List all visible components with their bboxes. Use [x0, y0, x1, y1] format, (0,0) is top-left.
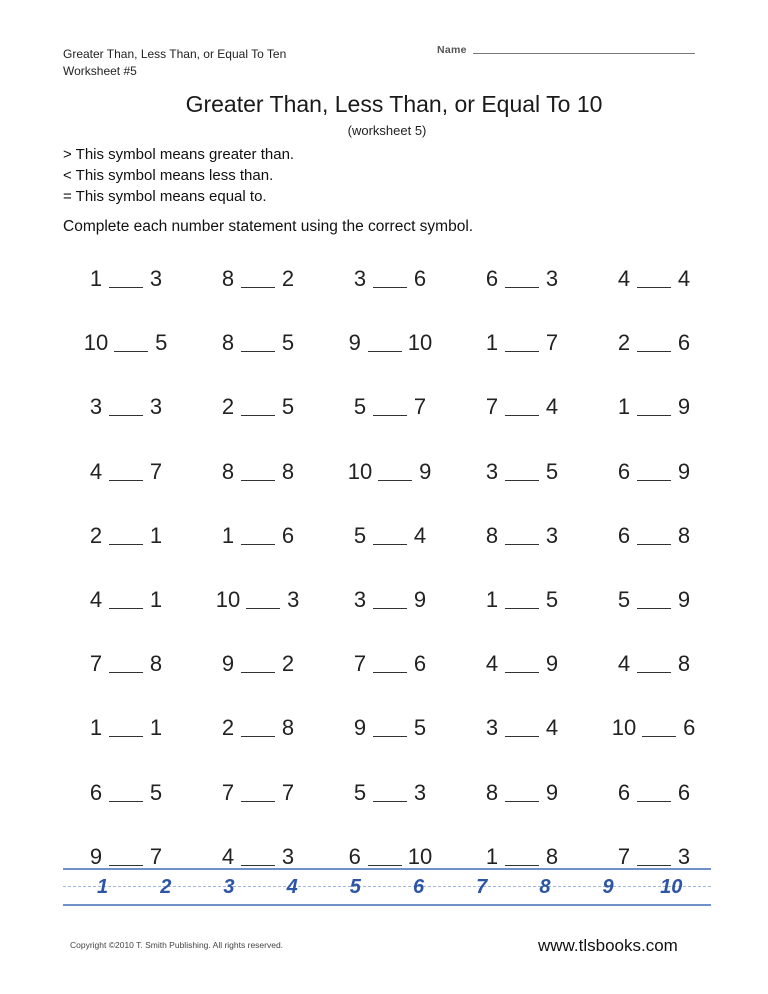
answer-blank[interactable]	[109, 671, 143, 673]
answer-blank[interactable]	[373, 286, 407, 288]
page-subtitle: (worksheet 5)	[347, 123, 427, 138]
problem-row	[60, 568, 720, 632]
strip-number: 9	[602, 875, 614, 898]
right-number: 8	[281, 458, 295, 484]
right-number: 7	[281, 779, 295, 805]
answer-blank[interactable]	[241, 414, 275, 416]
website-url: www.tlsbooks.com	[538, 936, 678, 955]
left-number: 7	[89, 651, 103, 677]
right-number: 8	[677, 651, 691, 677]
right-number: 4	[545, 715, 559, 741]
number-statement	[324, 780, 456, 806]
number-statement	[456, 330, 588, 356]
strip-number: 2	[160, 875, 172, 898]
right-number: 1	[149, 522, 163, 548]
number-statement	[192, 844, 324, 870]
answer-blank[interactable]	[505, 800, 539, 802]
right-number: 3	[545, 522, 559, 548]
left-number: 6	[485, 266, 499, 292]
right-number: 8	[281, 715, 295, 741]
header-title: Greater Than, Less Than, or Equal To Ten	[63, 47, 287, 61]
right-number: 9	[677, 394, 691, 420]
symbol-legend	[63, 144, 294, 207]
number-statement	[588, 715, 720, 741]
right-number: 4	[545, 394, 559, 420]
answer-blank[interactable]	[505, 543, 539, 545]
problem-row	[60, 632, 720, 696]
left-number: 5	[353, 522, 367, 548]
right-number: 7	[545, 330, 559, 356]
number-statement	[324, 651, 456, 677]
left-number: 9	[348, 330, 361, 356]
right-number: 4	[677, 266, 691, 292]
number-strip	[63, 868, 711, 906]
left-number: 2	[89, 522, 103, 548]
answer-blank[interactable]	[109, 543, 143, 545]
number-statement	[60, 394, 192, 420]
strip-number: 4	[286, 875, 298, 898]
right-number: 3	[545, 266, 559, 292]
answer-blank[interactable]	[373, 414, 407, 416]
answer-blank[interactable]	[373, 735, 407, 737]
right-number: 9	[545, 651, 559, 677]
symbol-less-than: < This symbol means less than.	[63, 167, 274, 184]
answer-blank[interactable]	[241, 286, 275, 288]
left-number: 7	[485, 394, 499, 420]
number-statement	[60, 780, 192, 806]
number-statement	[456, 523, 588, 549]
number-statement	[588, 651, 720, 677]
left-number: 9	[221, 651, 235, 677]
number-statement	[324, 459, 456, 485]
left-number: 9	[353, 715, 367, 741]
number-statement	[588, 780, 720, 806]
answer-blank[interactable]	[637, 671, 671, 673]
answer-blank[interactable]	[637, 414, 671, 416]
strip-number: 7	[476, 875, 488, 898]
right-number: 4	[413, 522, 427, 548]
left-number: 3	[485, 458, 499, 484]
right-number: 5	[155, 330, 168, 356]
problem-row	[60, 761, 720, 825]
left-number: 7	[353, 651, 367, 677]
number-statement	[192, 266, 324, 292]
answer-blank[interactable]	[246, 607, 280, 609]
right-number: 6	[413, 651, 427, 677]
answer-blank[interactable]	[637, 543, 671, 545]
number-statement	[456, 266, 588, 292]
right-number: 5	[281, 394, 295, 420]
answer-blank[interactable]	[109, 286, 143, 288]
left-number: 4	[617, 266, 631, 292]
number-statement	[60, 587, 192, 613]
problem-row	[60, 247, 720, 311]
left-number: 10	[215, 587, 241, 613]
right-number: 7	[149, 843, 163, 869]
right-number: 8	[545, 843, 559, 869]
number-statement	[456, 651, 588, 677]
left-number: 2	[221, 715, 235, 741]
left-number: 4	[617, 651, 631, 677]
number-statement	[456, 459, 588, 485]
answer-blank[interactable]	[368, 350, 402, 352]
right-number: 9	[677, 458, 691, 484]
left-number: 1	[485, 843, 499, 869]
answer-blank[interactable]	[241, 864, 275, 866]
left-number: 1	[617, 394, 631, 420]
right-number: 3	[149, 394, 163, 420]
answer-blank[interactable]	[378, 479, 412, 481]
left-number: 10	[83, 330, 109, 356]
right-number: 9	[677, 587, 691, 613]
right-number: 6	[677, 779, 691, 805]
number-strip-values	[71, 870, 703, 904]
number-statement	[324, 266, 456, 292]
right-number: 9	[545, 779, 559, 805]
left-number: 4	[89, 587, 103, 613]
left-number: 5	[353, 394, 367, 420]
answer-blank[interactable]	[373, 800, 407, 802]
number-statement	[588, 330, 720, 356]
left-number: 7	[221, 779, 235, 805]
answer-blank[interactable]	[505, 414, 539, 416]
left-number: 8	[221, 458, 235, 484]
number-statement	[324, 587, 456, 613]
right-number: 10	[407, 330, 433, 356]
instruction-text: Complete each number statement using the correct symbol.	[63, 218, 474, 235]
number-statement	[60, 266, 192, 292]
right-number: 7	[413, 394, 427, 420]
right-number: 3	[677, 843, 691, 869]
answer-blank[interactable]	[505, 864, 539, 866]
number-statement	[588, 844, 720, 870]
answer-blank[interactable]	[637, 800, 671, 802]
right-number: 5	[545, 587, 559, 613]
number-statement	[60, 844, 192, 870]
left-number: 1	[89, 266, 103, 292]
right-number: 6	[677, 330, 691, 356]
number-statement	[60, 459, 192, 485]
answer-blank[interactable]	[373, 671, 407, 673]
problem-grid	[60, 247, 720, 889]
number-statement	[192, 459, 324, 485]
number-statement	[324, 523, 456, 549]
answer-blank[interactable]	[114, 350, 148, 352]
problem-row	[60, 311, 720, 375]
left-number: 1	[89, 715, 103, 741]
left-number: 2	[221, 394, 235, 420]
worksheet-header	[63, 46, 286, 80]
number-statement	[324, 715, 456, 741]
symbol-greater-than: > This symbol means greater than.	[63, 146, 295, 163]
name-field	[437, 44, 695, 56]
left-number: 1	[221, 522, 235, 548]
number-statement	[588, 394, 720, 420]
right-number: 6	[281, 522, 295, 548]
answer-blank[interactable]	[241, 479, 275, 481]
number-statement	[192, 394, 324, 420]
right-number: 10	[407, 843, 433, 869]
number-statement	[60, 715, 192, 741]
left-number: 1	[485, 330, 499, 356]
problem-row	[60, 504, 720, 568]
number-statement	[192, 330, 324, 356]
number-statement	[456, 587, 588, 613]
answer-blank[interactable]	[505, 671, 539, 673]
left-number: 3	[353, 587, 367, 613]
answer-blank[interactable]	[637, 350, 671, 352]
right-number: 5	[281, 330, 295, 356]
left-number: 9	[89, 843, 103, 869]
answer-blank[interactable]	[505, 607, 539, 609]
right-number: 5	[545, 458, 559, 484]
page-title: Greater Than, Less Than, or Equal To 10	[185, 91, 603, 117]
left-number: 6	[89, 779, 103, 805]
left-number: 5	[353, 779, 367, 805]
strip-number: 10	[660, 875, 683, 898]
answer-blank[interactable]	[241, 735, 275, 737]
number-statement	[192, 780, 324, 806]
answer-blank[interactable]	[505, 286, 539, 288]
right-number: 5	[149, 779, 163, 805]
number-statement	[192, 715, 324, 741]
number-statement	[588, 523, 720, 549]
right-number: 2	[281, 266, 295, 292]
answer-blank[interactable]	[642, 735, 676, 737]
right-number: 3	[287, 587, 300, 613]
number-statement	[60, 523, 192, 549]
right-number: 3	[413, 779, 427, 805]
name-label: Name	[437, 44, 467, 56]
answer-blank[interactable]	[109, 735, 143, 737]
answer-blank[interactable]	[373, 543, 407, 545]
number-statement	[324, 844, 456, 870]
left-number: 4	[485, 651, 499, 677]
answer-blank[interactable]	[637, 864, 671, 866]
left-number: 6	[617, 779, 631, 805]
left-number: 3	[89, 394, 103, 420]
left-number: 5	[617, 587, 631, 613]
answer-blank[interactable]	[109, 800, 143, 802]
strip-number: 8	[539, 875, 551, 898]
right-number: 7	[149, 458, 163, 484]
answer-blank[interactable]	[373, 607, 407, 609]
left-number: 4	[221, 843, 235, 869]
problem-row	[60, 440, 720, 504]
right-number: 8	[149, 651, 163, 677]
answer-blank[interactable]	[637, 607, 671, 609]
number-statement	[324, 330, 456, 356]
right-number: 6	[683, 715, 696, 741]
answer-blank[interactable]	[241, 800, 275, 802]
header-worksheet-number: Worksheet #5	[63, 64, 137, 78]
answer-blank[interactable]	[241, 543, 275, 545]
answer-blank[interactable]	[505, 479, 539, 481]
name-line	[473, 53, 695, 54]
number-statement	[588, 266, 720, 292]
left-number: 10	[611, 715, 637, 741]
right-number: 1	[149, 715, 163, 741]
left-number: 4	[89, 458, 103, 484]
number-statement	[192, 523, 324, 549]
symbol-equal-to: = This symbol means equal to.	[63, 188, 267, 205]
copyright-notice: Copyright ©2010 T. Smith Publishing. All rights reserved.	[70, 940, 284, 950]
strip-number: 6	[412, 875, 425, 898]
left-number: 7	[617, 843, 631, 869]
left-number: 8	[485, 779, 499, 805]
number-statement	[588, 587, 720, 613]
answer-blank[interactable]	[241, 671, 275, 673]
number-statement	[324, 394, 456, 420]
right-number: 6	[413, 266, 427, 292]
answer-blank[interactable]	[505, 735, 539, 737]
problem-row	[60, 375, 720, 439]
answer-blank[interactable]	[637, 286, 671, 288]
answer-blank[interactable]	[505, 350, 539, 352]
number-statement	[456, 844, 588, 870]
left-number: 8	[221, 330, 235, 356]
number-statement	[60, 651, 192, 677]
answer-blank[interactable]	[109, 607, 143, 609]
left-number: 6	[617, 522, 631, 548]
left-number: 10	[347, 458, 373, 484]
strip-number: 1	[97, 875, 109, 898]
answer-blank[interactable]	[109, 414, 143, 416]
strip-number: 5	[349, 875, 361, 898]
number-statement	[588, 459, 720, 485]
answer-blank[interactable]	[241, 350, 275, 352]
right-number: 5	[413, 715, 427, 741]
left-number: 6	[348, 843, 361, 869]
left-number: 3	[485, 715, 499, 741]
left-number: 8	[221, 266, 235, 292]
left-number: 3	[353, 266, 367, 292]
strip-number: 3	[223, 875, 235, 898]
number-statement	[192, 587, 324, 613]
left-number: 2	[617, 330, 631, 356]
left-number: 8	[485, 522, 499, 548]
answer-blank[interactable]	[637, 479, 671, 481]
right-number: 2	[281, 651, 295, 677]
number-statement	[456, 780, 588, 806]
right-number: 9	[413, 587, 427, 613]
right-number: 3	[281, 843, 295, 869]
number-statement	[192, 651, 324, 677]
right-number: 3	[149, 266, 163, 292]
number-statement	[456, 394, 588, 420]
number-statement	[456, 715, 588, 741]
right-number: 8	[677, 522, 691, 548]
problem-row	[60, 696, 720, 760]
left-number: 6	[617, 458, 631, 484]
right-number: 9	[419, 458, 432, 484]
left-number: 1	[485, 587, 499, 613]
answer-blank[interactable]	[109, 864, 143, 866]
right-number: 1	[149, 587, 163, 613]
answer-blank[interactable]	[368, 864, 402, 866]
answer-blank[interactable]	[109, 479, 143, 481]
number-statement	[60, 330, 192, 356]
